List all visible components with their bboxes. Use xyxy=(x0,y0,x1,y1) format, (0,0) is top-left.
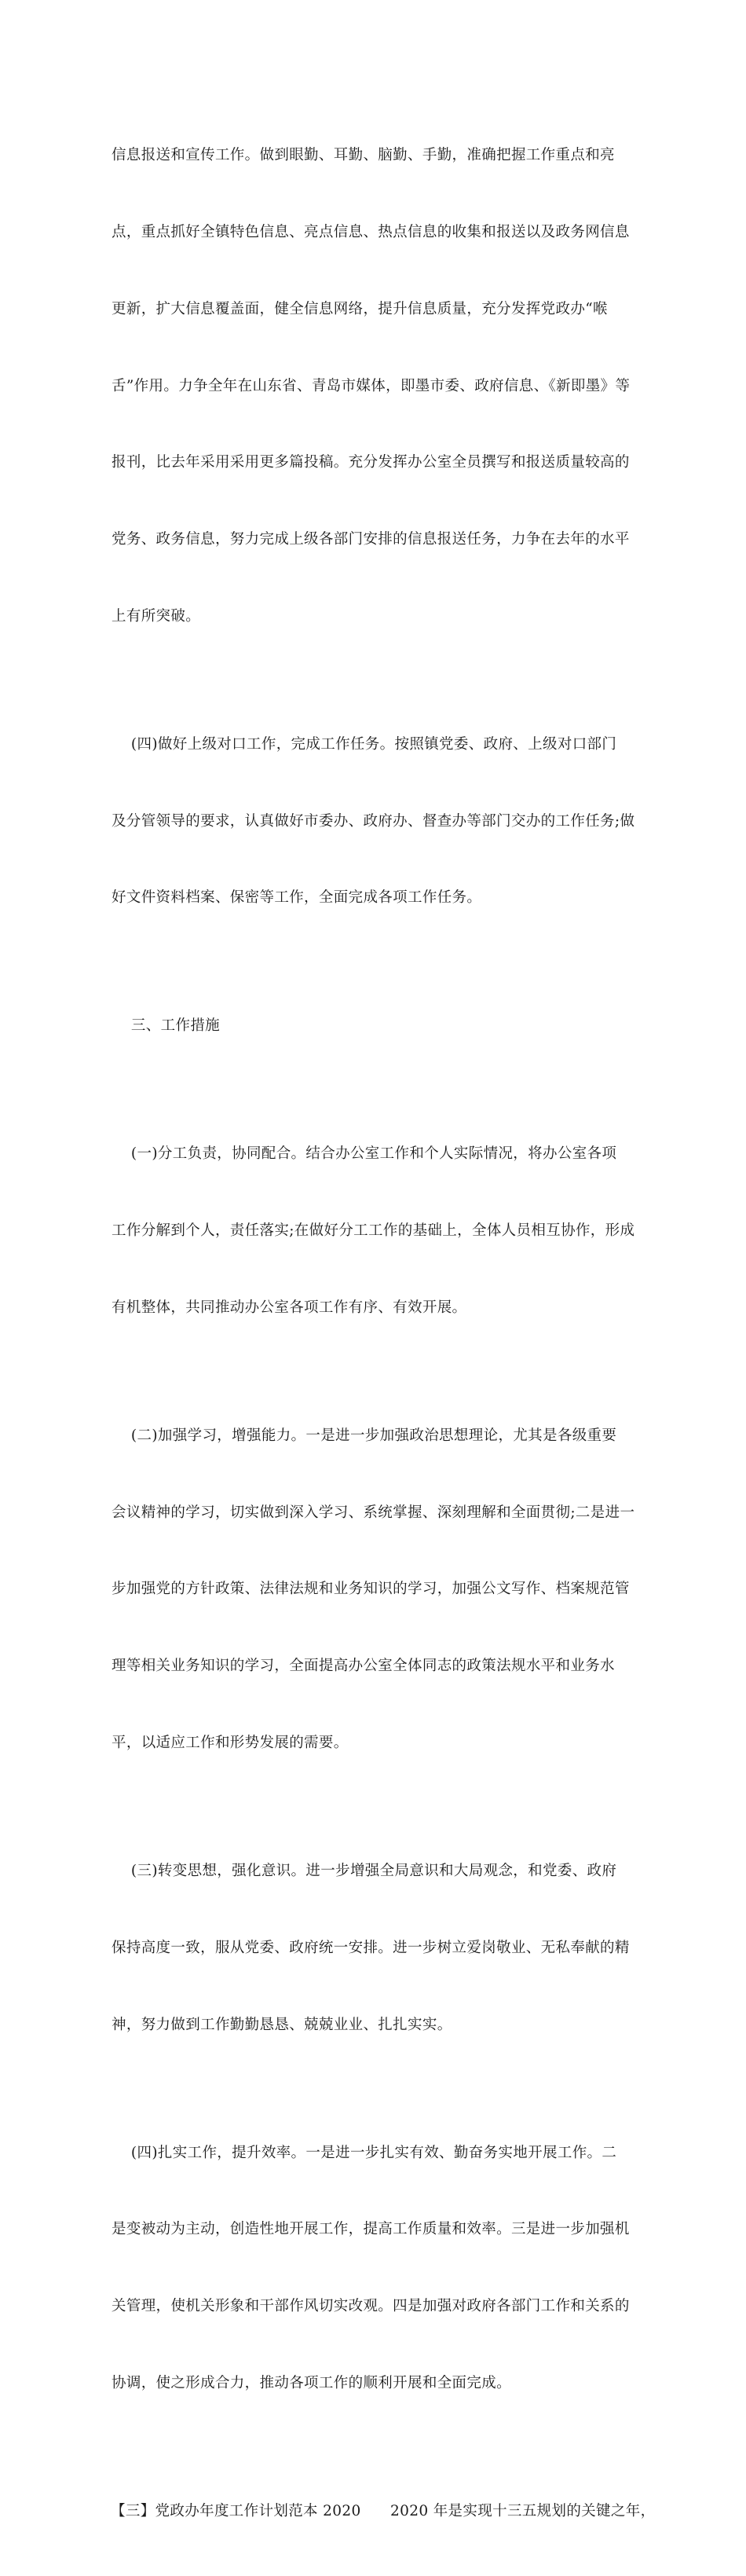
document-body xyxy=(111,92,656,2576)
text-line: 信息报送和宣传工作。做到眼勤、耳勤、脑勤、手勤，准确把握工作重点和亮 xyxy=(112,147,615,164)
section-heading-work-measures xyxy=(112,962,636,1090)
paragraph-superior-liaison-work xyxy=(112,681,636,963)
text-line: 理等相关业务知识的学习，全面提高办公室全体同志的政策法规水平和业务水 xyxy=(112,1658,615,1675)
text-line: 舌”作用。力争全年在山东省、青岛市媒体，即墨市委、政府信息、《新即墨》等 xyxy=(112,377,631,394)
text-line: (四)做好上级对口工作，完成工作任务。按照镇党委、政府、上级对口部门 xyxy=(112,735,617,753)
paragraph-information-reporting xyxy=(112,92,636,681)
text-line: 步加强党的方针政策、法律法规和业务知识的学习，加强公文写作、档案规范管 xyxy=(112,1581,630,1598)
text-line: 协调，使之形成合力，推动各项工作的顺利开展和全面完成。 xyxy=(112,2374,511,2391)
text-line: 关管理，使机关形象和干部作风切实改观。四是加强对政府各部门工作和关系的 xyxy=(112,2298,630,2315)
text-line: (四)扎实工作，提升效率。一是进一步扎实有效、勤奋务实地开展工作。二 xyxy=(112,2144,617,2161)
text-line: (一)分工负责，协同配合。结合办公室工作和个人实际情况，将办公室各项 xyxy=(112,1145,617,1163)
paragraph-change-thinking xyxy=(112,1808,636,2090)
text-line: 及分管领导的要求，认真做好市委办、政府办、督查办等部门交办的工作任务;做 xyxy=(112,812,635,830)
paragraph-division-of-labor xyxy=(112,1090,636,1372)
text-line: 工作分解到个人，责任落实;在做好分工工作的基础上，全体人员相互协作，形成 xyxy=(112,1222,635,1240)
text-line: 是变被动为主动，创造性地开展工作，提高工作质量和效率。三是进一步加强机 xyxy=(112,2221,630,2238)
text-line: 有机整体，共同推动办公室各项工作有序、有效开展。 xyxy=(112,1299,467,1316)
text-line: 会议精神的学习，切实做到深入学习、系统掌握、深刻理解和全面贯彻;二是进一 xyxy=(112,1504,635,1521)
paragraph-next-section-title xyxy=(111,2448,656,2576)
text-line: 更新，扩大信息覆盖面，健全信息网络，提升信息质量，充分发挥党政办“喉 xyxy=(112,300,608,317)
paragraph-strengthen-learning xyxy=(112,1372,636,1808)
text-line: 点，重点抓好全镇特色信息、亮点信息、热点信息的收集和报送以及政务网信息 xyxy=(112,223,630,240)
text-line: (三)转变思想，强化意识。进一步增强全局意识和大局观念，和党委、政府 xyxy=(112,1862,617,1879)
section-heading: 三、工作措施 xyxy=(112,1017,221,1035)
text-line: 好文件资料档案、保密等工作，全面完成各项工作任务。 xyxy=(112,889,482,907)
text-line: 报刊，比去年采用采用更多篇投稿。充分发挥办公室全员撰写和报送质量较高的 xyxy=(112,454,630,471)
text-line: 神，努力做到工作勤勤恳恳、兢兢业业、扎扎实实。 xyxy=(112,2016,452,2033)
text-line: (二)加强学习，增强能力。一是进一步加强政治思想理论，尤其是各级重要 xyxy=(112,1427,617,1444)
text-line: 平，以适应工作和形势发展的需要。 xyxy=(112,1735,349,1751)
text-line: 保持高度一致，服从党委、政府统一安排。进一步树立爱岗敬业、无私奉献的精 xyxy=(112,1939,630,1956)
text-line: 上有所突破。 xyxy=(112,607,201,625)
text-line: 党务、政务信息，努力完成上级各部门安排的信息报送任务，力争在去年的水平 xyxy=(112,531,630,548)
paragraph-solid-work xyxy=(112,2089,636,2447)
next-section-title-line: 【三】党政办年度工作计划范本 2020 2020 年是实现十三五规划的关键之年， xyxy=(111,2502,656,2519)
